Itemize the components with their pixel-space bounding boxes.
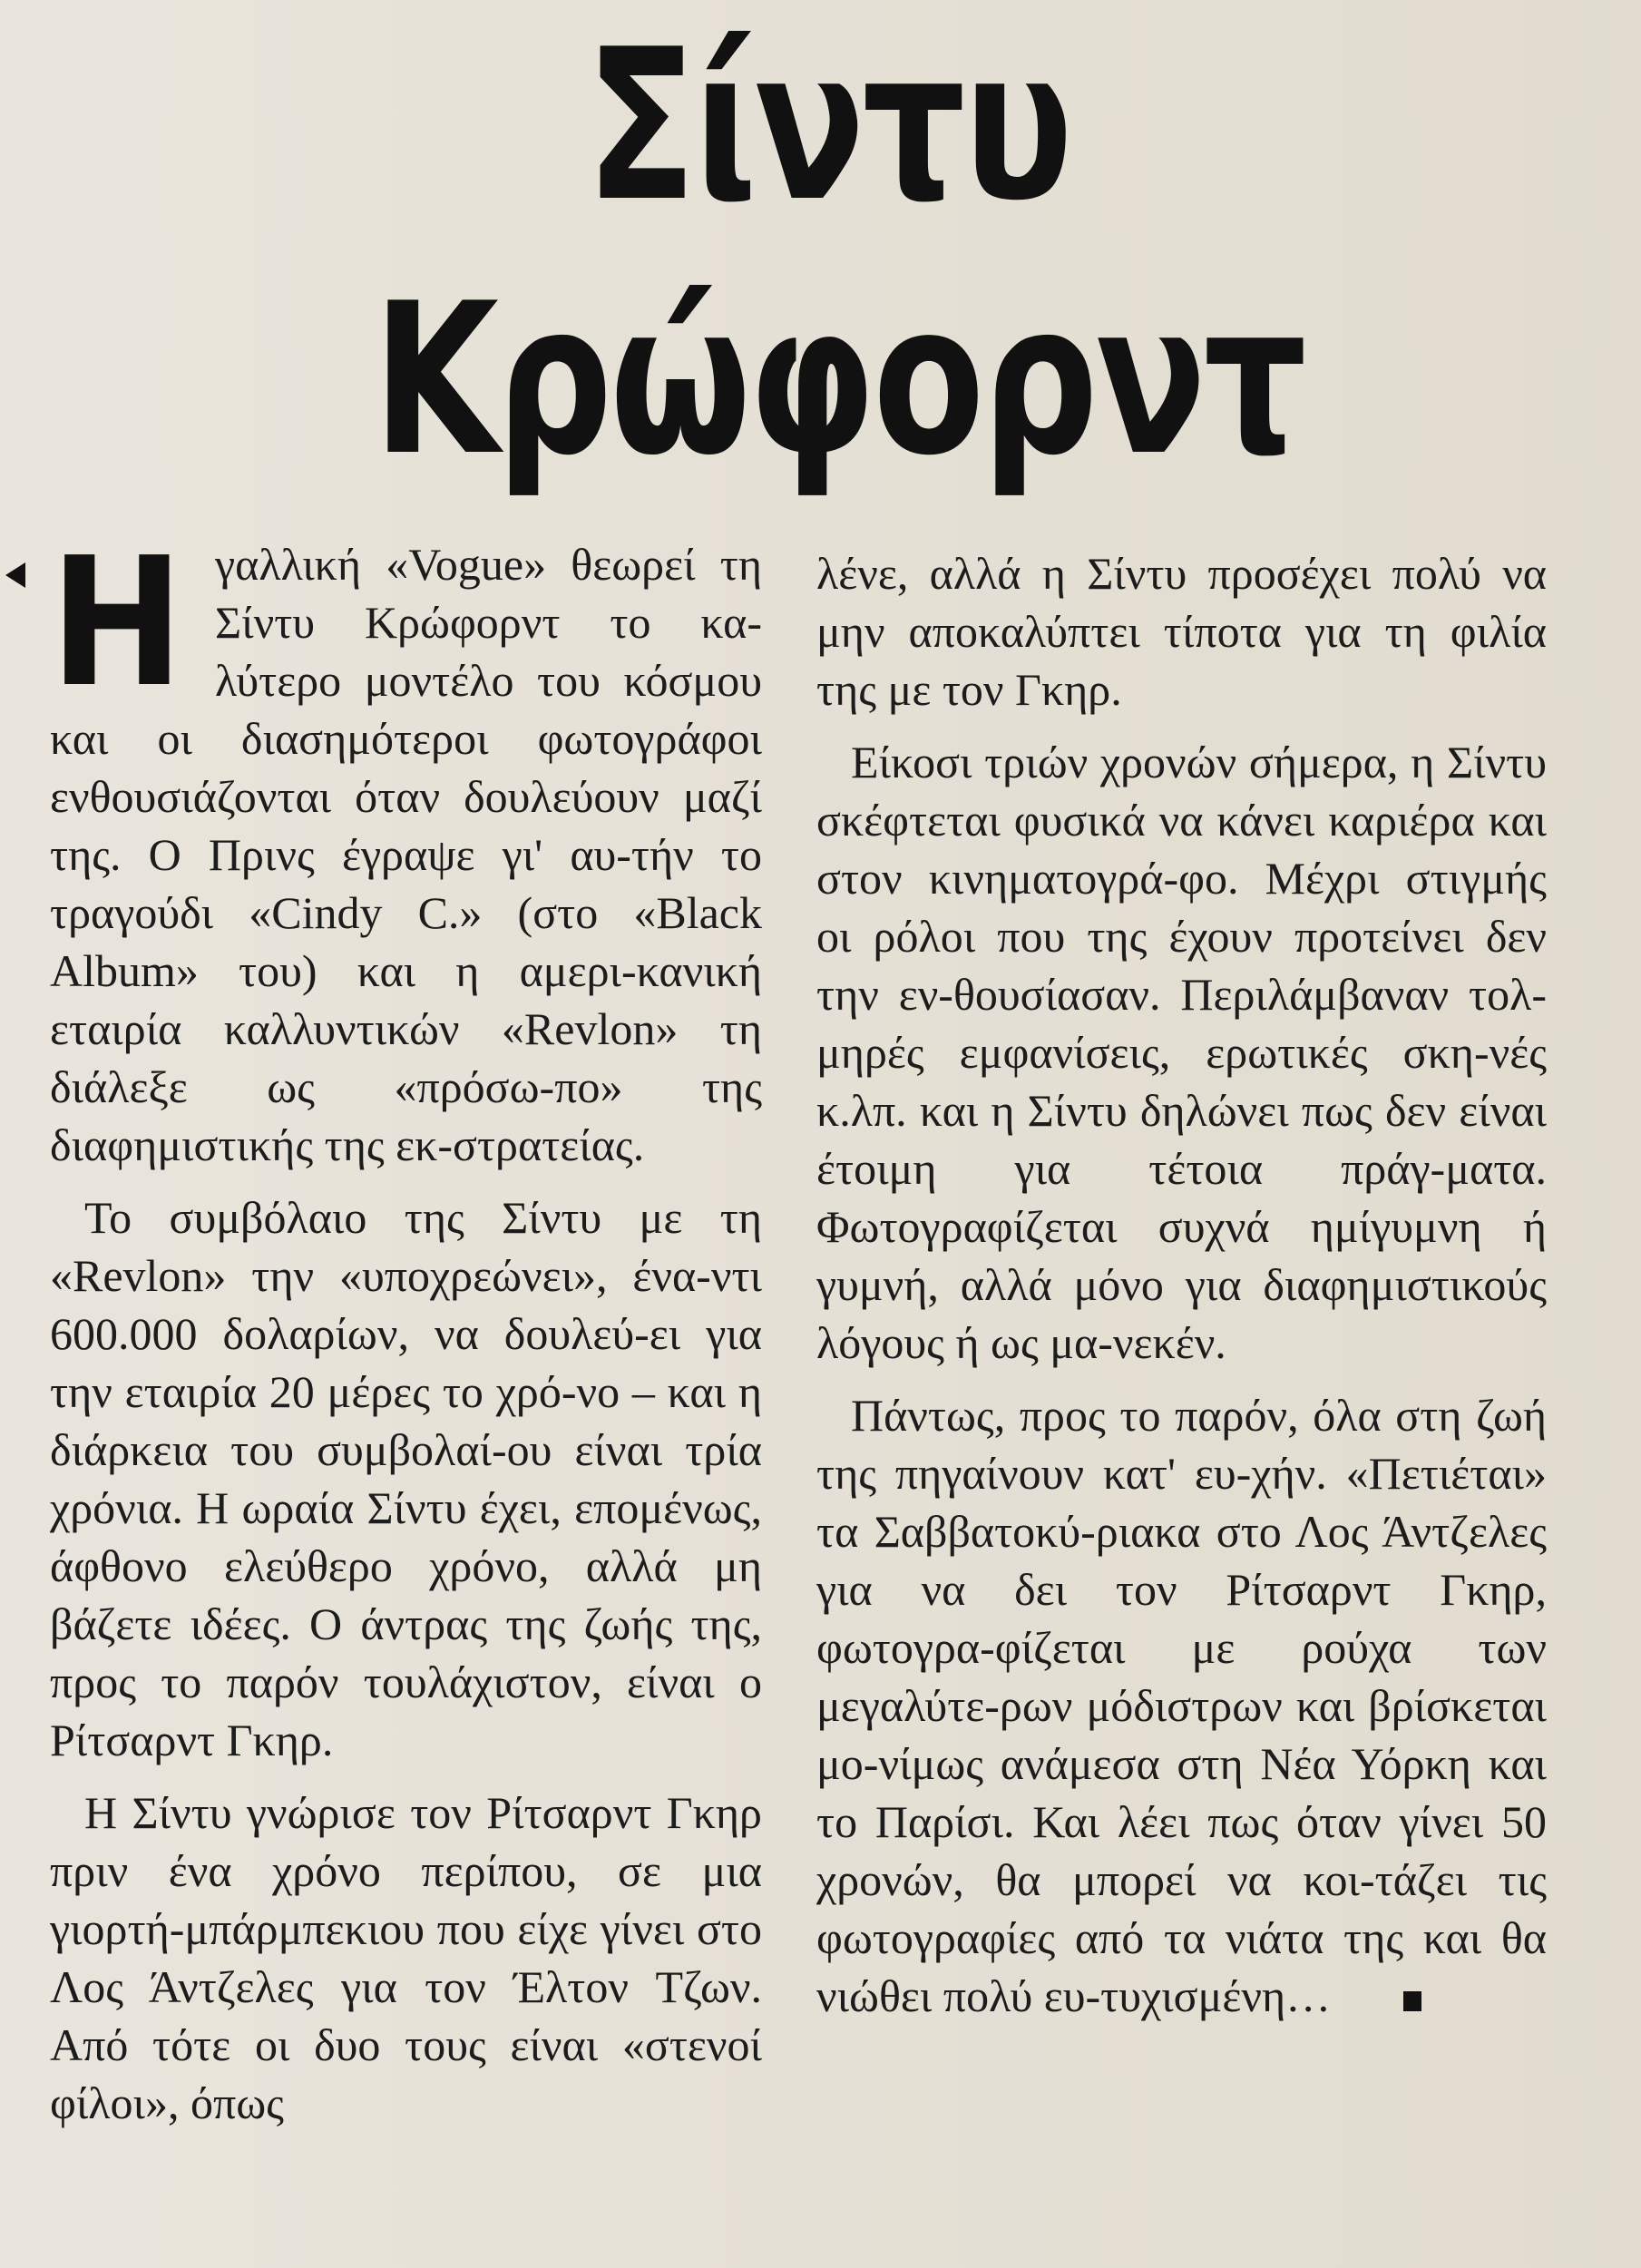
article-paragraph: λένε, αλλά η Σίντυ προσέχει πολύ να μην αποκαλύπτει τίποτα για τη φιλία της με τον Γκηρ. — [816, 548, 1547, 715]
paragraph-text: γαλλική «Vogue» θεωρεί τη Σίντυ Κρώφορντ το κα-λύτερο μοντέλο του κόσμου και οι διασημότεροι φωτογράφοι ενθουσιάζονται όταν δουλεύουν μαζί της. Ο Πρινς έγραψε γι' αυ-τήν το τραγούδι «Cindy C.» (στο «Black Album» του) και η αμερι-κανική εταιρία καλλυντικών «Revlon» τη διάλεξε ως «πρόσω-πο» της διαφημιστικής της εκ-στρατείας. — [50, 539, 762, 1170]
article-column-left — [50, 520, 762, 2146]
article-paragraph: Η Σίντυ γνώρισε τον Ρίτσαρντ Γκηρ πριν ένα χρόνο περίπου, σε μια γιορτή-μπάρμπεκιου που είχε γίνει στο Λος Άντζελες για τον Έλτον Τζων. Από τότε οι δυο τους είναι «στενοί φίλοι», όπως — [50, 1787, 762, 2128]
article-paragraph: Είκοσι τριών χρονών σήμερα, η Σίντυ σκέφτεται φυσικά να κάνει καριέρα και στον κινηματογρά-φο. Μέχρι στιγμής οι ρόλοι που της έχουν προτείνει δεν την εν-θουσίασαν. Περιλάμβαναν τολ-μηρές εμφανίσεις, ερωτικές σκη-νές κ.λπ. και η Σίντυ δηλώνει πως δεν είναι έτοιμη για τέτοια πράγ-ματα. Φωτογραφίζεται συχνά ημίγυμνη ή γυμνή, αλλά μόνο για διαφημιστικούς λόγους ή ως μα-νεκέν. — [816, 737, 1547, 1368]
article-paragraph — [50, 520, 762, 1174]
headline-line-1: Σίντυ — [585, 5, 1070, 248]
article-column-right — [816, 544, 1547, 2039]
drop-cap: Η — [50, 520, 184, 727]
article-paragraph — [816, 1386, 1547, 2025]
end-of-article-icon — [1403, 1991, 1421, 2011]
headline-line-2: Κρώφορντ — [372, 259, 1305, 502]
article-paragraph: Το συμβόλαιο της Σίντυ με τη «Revlon» την «υποχρεώνει», ένα-ντι 600.000 δολαρίων, να δουλεύ-ει για την εταιρία 20 μέρες το χρό-νο – και η διάρκεια του συμβολαί-ου είναι τρία χρόνια. Η ωραία Σίντυ έχει, επομένως, άφθονο ελεύθερο χρόνο, αλλά μη βάζετε ιδέες. Ο άντρας της ζωής της, προς το παρόν τουλάχιστον, είναι ο Ρίτσαρντ Γκηρ. — [50, 1192, 762, 1765]
paragraph-text: Πάντως, προς το παρόν, όλα στη ζωή της πηγαίνουν κατ' ευ-χήν. «Πετιέται» τα Σαββατοκύ-ριακα στο Λος Άντζελες για να δει τον Ρίτσαρντ Γκηρ, φωτογρα-φίζεται με ρούχα των μεγαλύτε-ρων μόδιστρων και βρίσκεται μο-νίμως ανάμεσα στη Νέα Υόρκη και το Παρίσι. Και λέει πως όταν γίνει 50 χρονών, θα μπορεί να κοι-τάζει τις φωτογραφίες από τα νιάτα της και θα νιώθει πολύ ευ-τυχισμένη… — [816, 1390, 1547, 2021]
arrow-marker-icon — [5, 562, 25, 588]
